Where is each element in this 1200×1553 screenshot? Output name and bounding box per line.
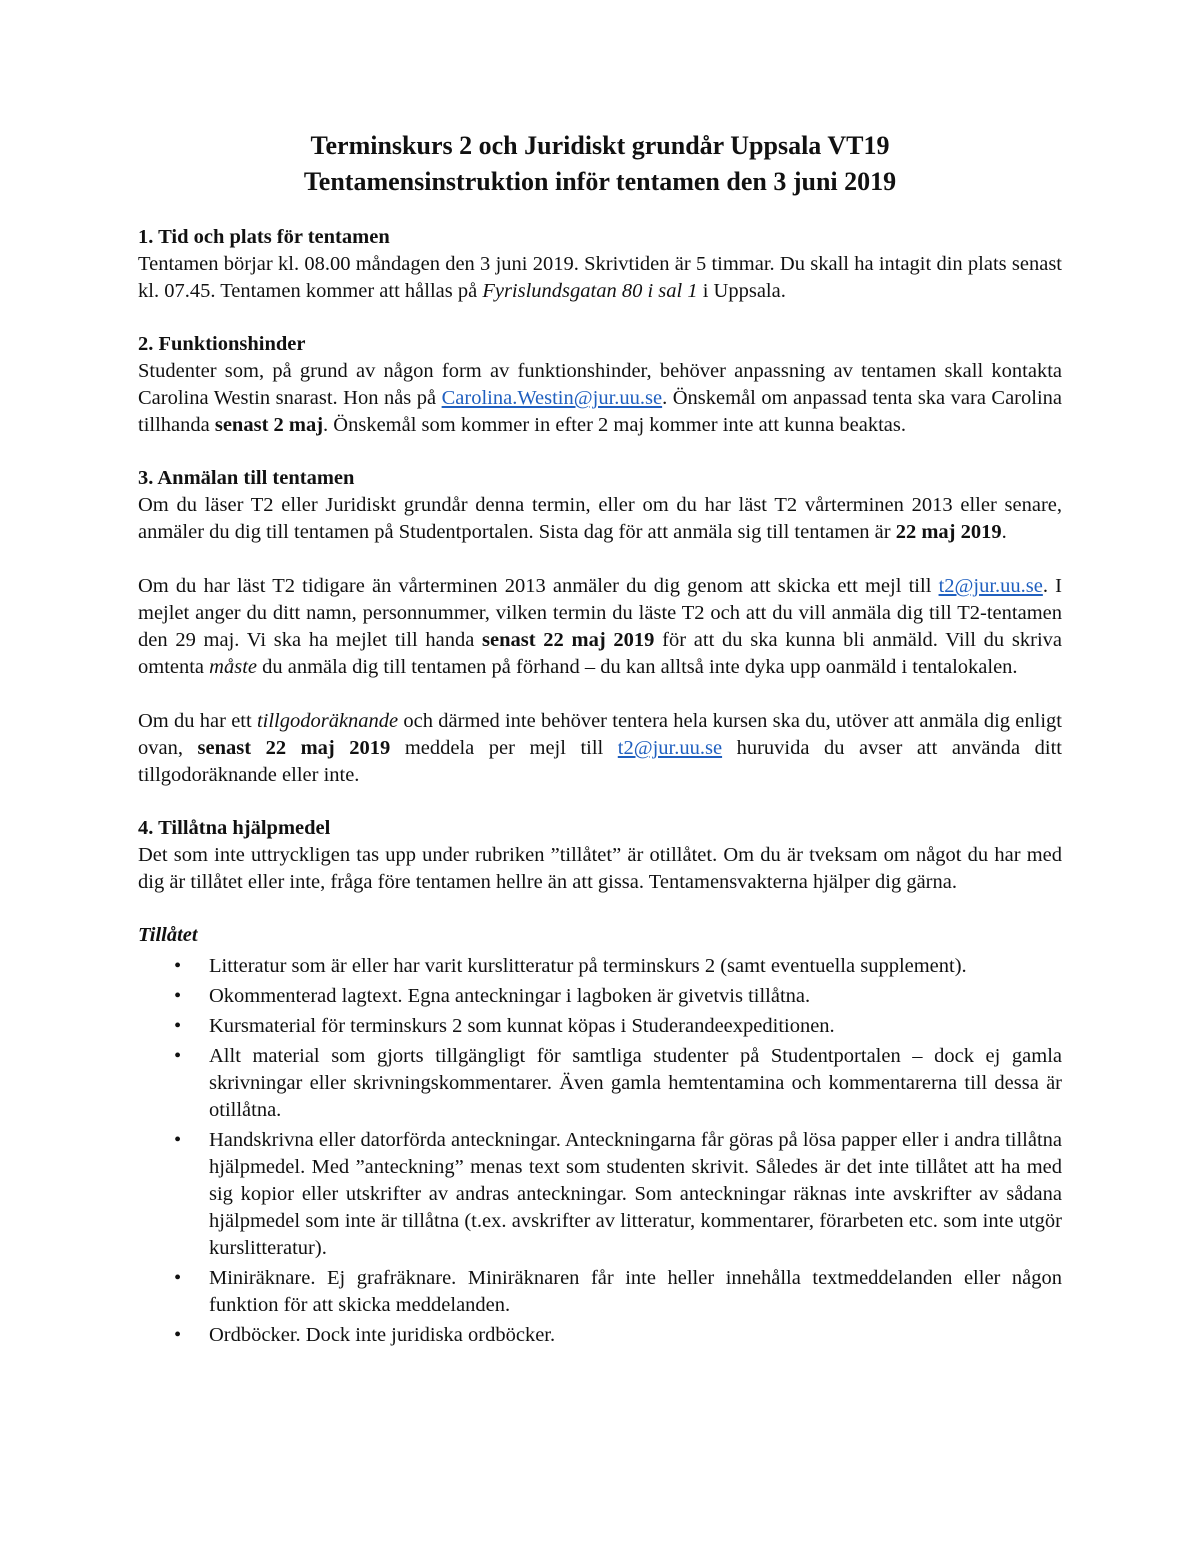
section-heading: 3. Anmälan till tentamen [138, 467, 355, 489]
list-item-text: Miniräknare. Ej grafräknare. Miniräknaren får inte heller innehålla textmeddelanden eller någon funktion för att skicka meddelanden. [209, 1267, 1062, 1316]
bullet-icon: • [174, 985, 182, 1007]
text: . [1001, 521, 1007, 543]
list-item-text: Okommenterad lagtext. Egna anteckningar i lagboken är givetvis tillåtna. [209, 985, 811, 1007]
list-item-text: Allt material som gjorts tillgängligt för samtliga studenter på Studentportalen – dock ej gamla skrivningar eller skrivningskommentarer. Även gamla hemtentamina och kommentarerna till dessa är otillåtna. [209, 1045, 1062, 1121]
text: Om du har ett [138, 710, 257, 732]
deadline-text: senast 22 maj 2019 [197, 737, 391, 759]
bullet-icon: • [174, 1129, 182, 1151]
email-link-carolina[interactable]: Carolina.Westin@jur.uu.se [441, 387, 663, 409]
text: huruvida du avser att använda ditt tillgodoräknande eller inte. [138, 737, 1062, 786]
bullet-icon: • [174, 1045, 182, 1067]
text: du anmäla dig till tentamen på förhand – du kan alltså inte dyka upp oanmäld i tentalokalen. [257, 656, 1018, 678]
emphasis-text: måste [209, 656, 257, 678]
deadline-text: senast 22 maj 2019 [482, 629, 655, 651]
list-item [138, 1043, 1062, 1124]
text: meddela per mejl till [390, 737, 618, 759]
emphasis-text: tillgodoräknande [256, 710, 399, 732]
deadline-text: senast 2 maj [214, 414, 324, 436]
list-item [138, 953, 1062, 980]
document-title-line-1: Terminskurs 2 och Juridiskt grundår Uppsala VT19 [310, 131, 890, 160]
bullet-icon: • [174, 1267, 182, 1289]
text: och därmed inte behöver tentera hela kursen ska du, utöver att anmäla dig enligt ovan, [138, 710, 1062, 759]
text: Tentamen börjar kl. 08.00 måndagen den 3 juni 2019. Skrivtiden är 5 timmar. Du skall ha intagit din plats senast kl. 07.45. Tentamen kommer att hållas på [138, 253, 1062, 302]
list-item [138, 1013, 1062, 1040]
section-registration [138, 465, 1062, 789]
section-heading: 1. Tid och plats för tentamen [138, 226, 390, 248]
list-item-text: Litteratur som är eller har varit kurslitteratur på terminskurs 2 (samt eventuella supplement). [209, 955, 967, 977]
document-page [138, 128, 1062, 1352]
section-paragraph [138, 251, 1062, 305]
section-heading: 2. Funktionshinder [138, 333, 306, 355]
text: Om du har läst T2 tidigare än vårterminen 2013 anmäler du dig genom att skicka ett mejl till [138, 575, 939, 597]
text: i Uppsala. [697, 280, 786, 302]
section-paragraph [138, 492, 1062, 546]
text: . I mejlet anger du ditt namn, personnummer, vilken termin du läste T2 och att du vill anmäla dig till T2-tentamen den 29 maj. Vi ska ha mejlet till handa [138, 575, 1062, 651]
section-paragraph [138, 708, 1062, 789]
list-item [138, 983, 1062, 1010]
section-paragraph [138, 573, 1062, 681]
section-allowed-aids [138, 815, 1062, 1349]
document-title-line-2: Tentamensinstruktion inför tentamen den 3 juni 2019 [303, 167, 897, 196]
list-item-text: Ordböcker. Dock inte juridiska ordböcker. [209, 1324, 556, 1346]
email-link-t2[interactable]: t2@jur.uu.se [938, 575, 1043, 597]
deadline-text: 22 maj 2019 [895, 521, 1002, 543]
list-item [138, 1265, 1062, 1319]
text: . Önskemål om anpassad tenta ska vara Carolina tillhanda [138, 387, 1062, 436]
list-item-text: Handskrivna eller datorförda anteckningar. Anteckningarna får göras på lösa papper eller i andra tillåtna hjälpmedel. Med ”anteckning” menas text som studenten skrivit. Således är det inte tillåtet att ha med sig kopior eller utskrifter av andras anteckningar. Som anteckningar räknas inte avskrifter av sådana hjälpmedel som inte är tillåtna (t.ex. avskrifter av litteratur, kommentarer, förarbeten etc. som inte utgör kurslitteratur). [209, 1129, 1062, 1259]
text: för att du ska kunna bli anmäld. Vill du skriva omtenta [138, 629, 1063, 678]
bullet-icon: • [174, 1324, 182, 1346]
text: . Önskemål som kommer in efter 2 maj kommer inte att kunna beaktas. [323, 414, 907, 436]
exam-location: Fyrislundsgatan 80 i sal 1 [482, 280, 698, 302]
section-disabilities [138, 331, 1062, 439]
list-item-text: Kursmaterial för terminskurs 2 som kunnat köpas i Studerandeexpeditionen. [209, 1015, 835, 1037]
list-item [138, 1322, 1062, 1349]
text: Om du läser T2 eller Juridiskt grundår denna termin, eller om du har läst T2 vårterminen 2013 eller senare, anmäler du dig till tentamen på Studentportalen. Sista dag för att anmäla sig till tentamen är [138, 494, 1062, 543]
allowed-list [138, 953, 1062, 1349]
list-item [138, 1127, 1062, 1262]
text: Studenter som, på grund av någon form av funktionshinder, behöver anpassning av tentamen skall kontakta Carolina Westin snarast. Hon nås på [138, 360, 1062, 409]
bullet-icon: • [174, 955, 182, 977]
allowed-subheading: Tillåtet [138, 924, 198, 946]
section-time-and-place [138, 224, 1062, 305]
section-paragraph: Det som inte uttryckligen tas upp under rubriken ”tillåtet” är otillåtet. Om du är tveksam om något du har med dig är tillåtet eller inte, fråga före tentamen hellre än att gissa. Tentamensvakterna hjälper dig gärna. [138, 844, 1062, 893]
bullet-icon: • [174, 1015, 182, 1037]
section-heading: 4. Tillåtna hjälpmedel [138, 817, 331, 839]
section-paragraph [138, 358, 1062, 439]
email-link-t2[interactable]: t2@jur.uu.se [617, 737, 723, 759]
